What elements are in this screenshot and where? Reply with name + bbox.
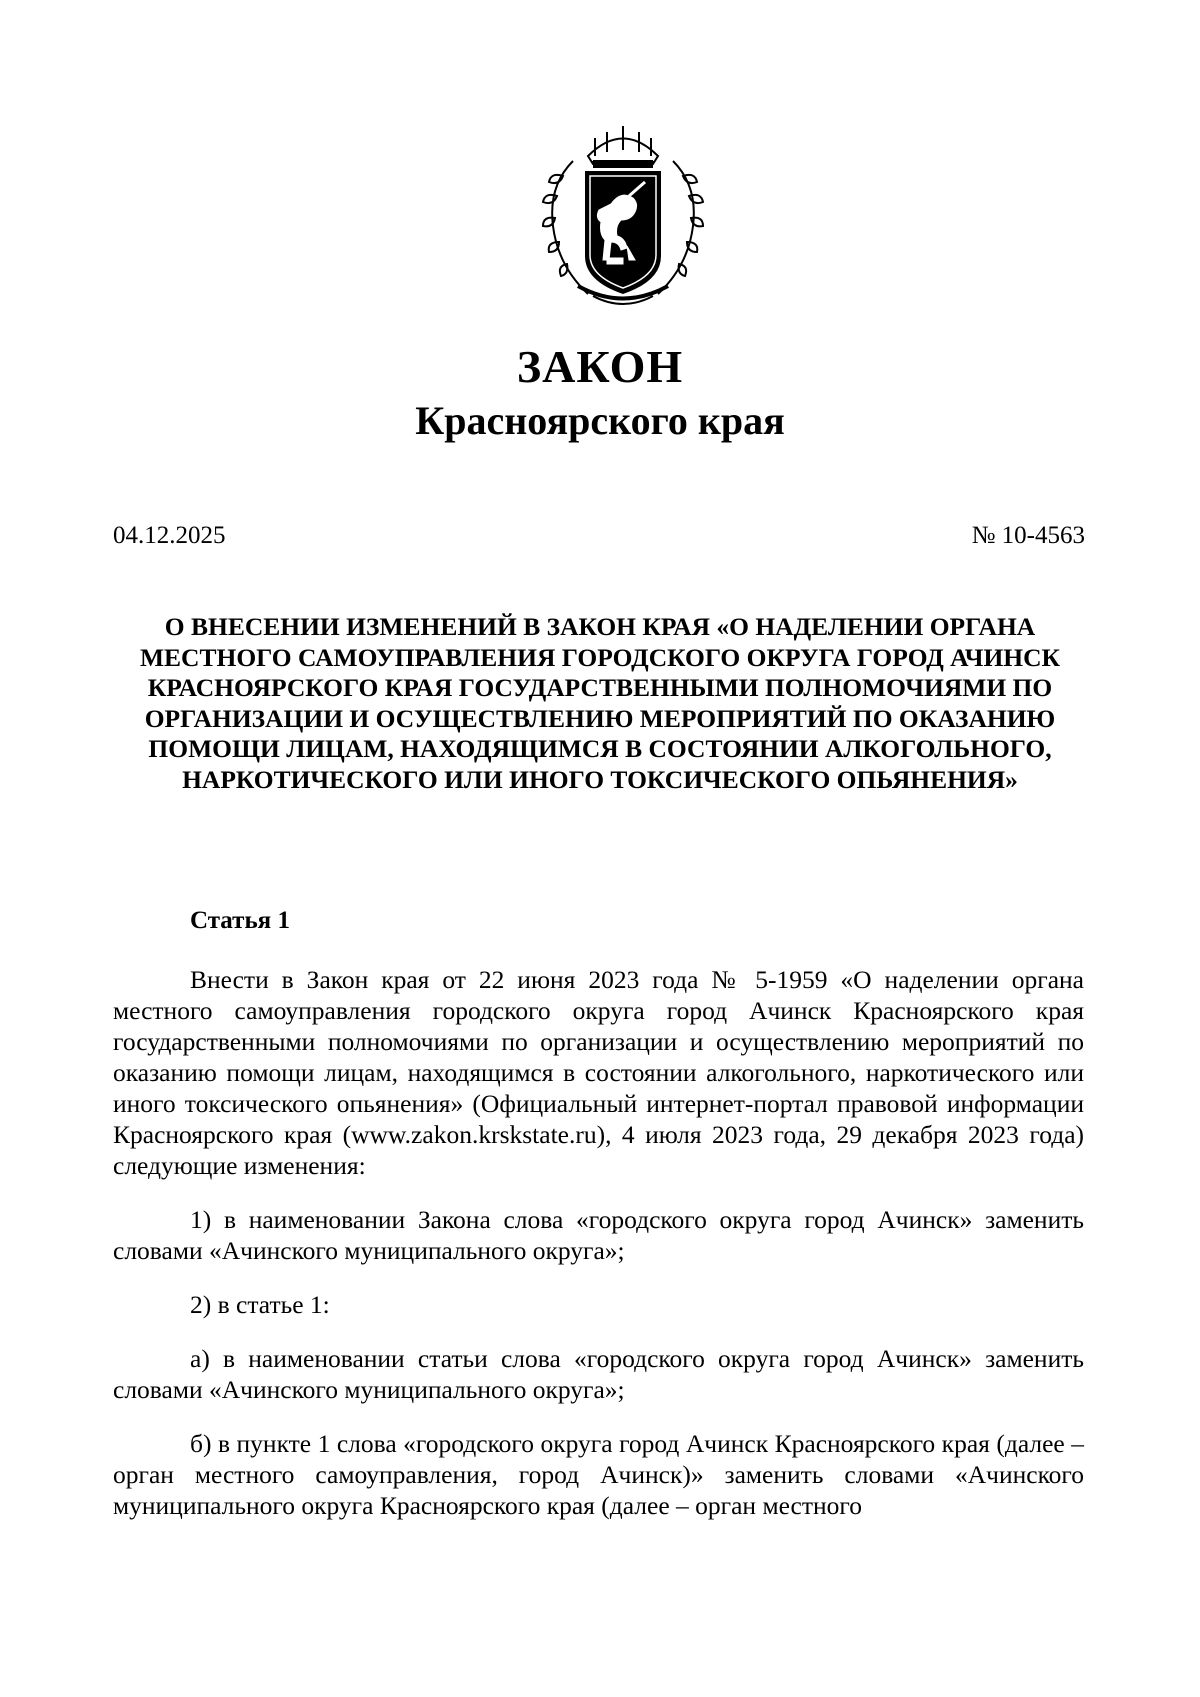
paragraph: Внести в Закон края от 22 июня 2023 года № 5-1959 «О наделении органа местного самоуправления городского округа город Ачинск Красноярского края государственными полномочиями по организации и осуществлению мероприятий по оказанию помощи лицам, находящимся в состоянии алкогольного, наркотического или иного токсического опьянения» (Официальный интернет-портал правовой информации Красноярского края (www.zakon.krskstate.ru), 4 июля 2023 года, 29 декабря 2023 года) следующие изменения: [113,965,1084,1180]
page-title: ЗАКОН [516,341,684,392]
page-subtitle: Красноярского края [415,398,785,443]
paragraph: 1) в наименовании Закона слова «городского округа город Ачинск» заменить словами «Ачинского муниципального округа»; [113,1205,1084,1265]
article-title: Статья 1 [190,907,290,934]
krasnoyarsk-coat-of-arms-icon [533,116,713,316]
paragraph: а) в наименовании статьи слова «городского округа город Ачинск» заменить словами «Ачинского муниципального округа»; [113,1344,1084,1404]
paragraph: б) в пункте 1 слова «городского округа город Ачинск Красноярского края (далее – орган местного самоуправления, город Ачинск)» заменить словами «Ачинского муниципального округа Красноярского края (далее – орган местного [113,1429,1084,1520]
law-date: 04.12.2025 [113,522,226,549]
paragraph: 2) в статье 1: [190,1290,330,1319]
law-heading: О ВНЕСЕНИИ ИЗМЕНЕНИЙ В ЗАКОН КРАЯ «О НАДЕЛЕНИИ ОРГАНА МЕСТНОГО САМОУПРАВЛЕНИЯ ГОРОДСКОГО ОКРУГА ГОРОД АЧИНСК КРАСНОЯРСКОГО КРАЯ ГОСУДАРСТВЕННЫМИ ПОЛНОМОЧИЯМИ ПО ОРГАНИЗАЦИИ И ОСУЩЕСТВЛЕНИЮ МЕРОПРИЯТИЙ ПО ОКАЗАНИЮ ПОМОЩИ ЛИЦАМ, НАХОДЯЩИМСЯ В СОСТОЯНИИ АЛКОГОЛЬНОГО, НАРКОТИЧЕСКОГО ИЛИ ИНОГО ТОКСИЧЕСКОГО ОПЬЯНЕНИЯ» [139,612,1061,794]
law-number: № 10-4563 [971,522,1085,549]
article-body [113,964,1084,1544]
